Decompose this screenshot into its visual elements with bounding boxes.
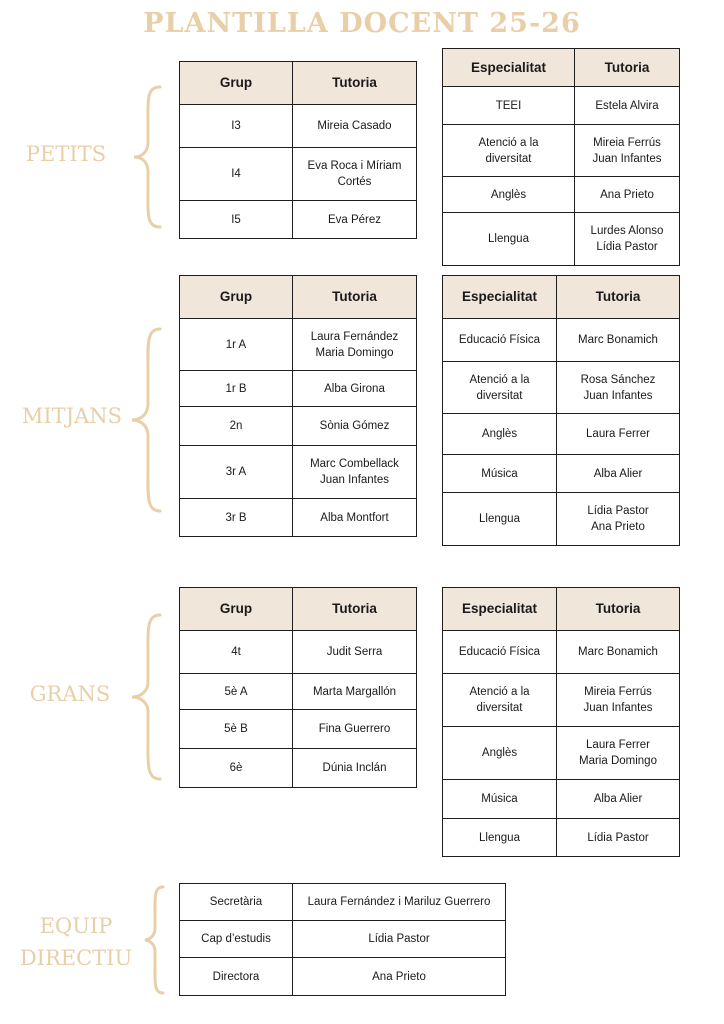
tutor-cell: Eva Pérez: [293, 201, 417, 239]
tutor-cell: Mireia Casado: [293, 105, 417, 148]
brace-petits: [130, 84, 164, 230]
group-cell: 3r A: [180, 446, 293, 499]
table-row: [180, 499, 417, 537]
group-cell: 6è: [180, 749, 293, 788]
specialties-header-tutoria: Tutoria: [575, 49, 680, 87]
tutor-cell: Dúnia Inclán: [293, 749, 417, 788]
tutor-cell: Alba Alier: [557, 455, 680, 493]
specialties-header-especialitat: Especialitat: [443, 49, 575, 87]
group-cell: 5è B: [180, 710, 293, 749]
groups-header-grup: Grup: [180, 276, 293, 319]
table-row: [180, 319, 417, 371]
tutor-cell: Sònia Gómez: [293, 407, 417, 446]
groups-header-tutoria: Tutoria: [293, 588, 417, 631]
specialty-cell: Anglès: [443, 177, 575, 213]
groups-header-grup: Grup: [180, 588, 293, 631]
tutor-cell: Estela Alvira: [575, 87, 680, 125]
specialty-cell: Llengua: [443, 819, 557, 857]
tutor-cell: Lídia Pastor: [557, 819, 680, 857]
table-row: [180, 884, 506, 921]
brace-equip-directiu: [142, 884, 166, 996]
section-label-petits: PETITS: [25, 142, 107, 166]
tutor-cell: Alba Alier: [557, 780, 680, 819]
group-cell: I4: [180, 148, 293, 201]
mitjans-specialties-table: [442, 275, 680, 546]
table-row: [443, 819, 680, 857]
brace-grans: [128, 612, 164, 782]
tutor-cell: Alba Montfort: [293, 499, 417, 537]
table-row: [443, 727, 680, 780]
role-cell: Secretària: [180, 884, 293, 921]
table-row: [180, 446, 417, 499]
table-row: [180, 921, 506, 958]
table-row: [180, 371, 417, 407]
specialty-cell: Educació Física: [443, 319, 557, 362]
specialty-cell: Educació Física: [443, 631, 557, 674]
group-cell: I3: [180, 105, 293, 148]
page-title: PLANTILLA DOCENT 25-26: [143, 8, 581, 39]
tutor-cell: Judit Serra: [293, 631, 417, 674]
table-row: [180, 631, 417, 674]
grans-groups-table: [179, 587, 417, 788]
table-row: [180, 105, 417, 148]
specialty-cell: Atenció a la diversitat: [443, 362, 557, 414]
grans-specialties-table: [442, 587, 680, 857]
tutor-cell: Mireia Ferrús Juan Infantes: [557, 674, 680, 727]
groups-header-tutoria: Tutoria: [293, 62, 417, 105]
group-cell: 2n: [180, 407, 293, 446]
specialty-cell: Atenció a la diversitat: [443, 674, 557, 727]
table-row: [443, 674, 680, 727]
table-row: [443, 319, 680, 362]
section-label-equip-directiu: EQUIP DIRECTIU: [19, 914, 133, 970]
table-row: [180, 749, 417, 788]
tutor-cell: Alba Girona: [293, 371, 417, 407]
table-row: [443, 362, 680, 414]
specialty-cell: Anglès: [443, 414, 557, 455]
tutor-cell: Lídia Pastor Ana Prieto: [557, 493, 680, 546]
section-label-grans: GRANS: [29, 682, 111, 706]
group-cell: 1r A: [180, 319, 293, 371]
brace-mitjans: [128, 326, 164, 514]
equip-directiu-table: [179, 883, 506, 996]
tutor-cell: Marc Bonamich: [557, 631, 680, 674]
table-row: [443, 87, 680, 125]
group-cell: 5è A: [180, 674, 293, 710]
tutor-cell: Fina Guerrero: [293, 710, 417, 749]
person-cell: Ana Prieto: [293, 958, 506, 996]
tutor-cell: Ana Prieto: [575, 177, 680, 213]
table-row: [443, 780, 680, 819]
petits-groups-table: [179, 61, 417, 239]
tutor-cell: Marc Bonamich: [557, 319, 680, 362]
group-cell: 3r B: [180, 499, 293, 537]
mitjans-groups-table: [179, 275, 417, 537]
table-row: [443, 414, 680, 455]
tutor-cell: Marta Margallón: [293, 674, 417, 710]
person-cell: Laura Fernández i Mariluz Guerrero: [293, 884, 506, 921]
tutor-cell: Laura Ferrer Maria Domingo: [557, 727, 680, 780]
table-row: [443, 125, 680, 177]
specialty-cell: Atenció a la diversitat: [443, 125, 575, 177]
group-cell: I5: [180, 201, 293, 239]
specialties-header-especialitat: Especialitat: [443, 276, 557, 319]
table-row: [180, 710, 417, 749]
tutor-cell: Lurdes Alonso Lídia Pastor: [575, 213, 680, 266]
table-row: [180, 407, 417, 446]
person-cell: Lídia Pastor: [293, 921, 506, 958]
tutor-cell: Marc Combellack Juan Infantes: [293, 446, 417, 499]
tutor-cell: Mireia Ferrús Juan Infantes: [575, 125, 680, 177]
specialty-cell: Música: [443, 455, 557, 493]
specialties-header-tutoria: Tutoria: [557, 588, 680, 631]
group-cell: 1r B: [180, 371, 293, 407]
specialties-header-especialitat: Especialitat: [443, 588, 557, 631]
table-row: [443, 455, 680, 493]
table-row: [180, 958, 506, 996]
table-row: [180, 674, 417, 710]
table-row: [180, 148, 417, 201]
section-label-mitjans: MITJANS: [21, 404, 123, 428]
specialty-cell: TEEI: [443, 87, 575, 125]
specialties-header-tutoria: Tutoria: [557, 276, 680, 319]
tutor-cell: Laura Ferrer: [557, 414, 680, 455]
role-cell: Directora: [180, 958, 293, 996]
specialty-cell: Anglès: [443, 727, 557, 780]
table-row: [443, 631, 680, 674]
specialty-cell: Llengua: [443, 493, 557, 546]
specialty-cell: Llengua: [443, 213, 575, 266]
table-row: [443, 493, 680, 546]
groups-header-grup: Grup: [180, 62, 293, 105]
specialty-cell: Música: [443, 780, 557, 819]
role-cell: Cap d’estudis: [180, 921, 293, 958]
table-row: [443, 177, 680, 213]
group-cell: 4t: [180, 631, 293, 674]
petits-specialties-table: [442, 48, 680, 266]
tutor-cell: Laura Fernández Maria Domingo: [293, 319, 417, 371]
groups-header-tutoria: Tutoria: [293, 276, 417, 319]
tutor-cell: Eva Roca i Míriam Cortés: [293, 148, 417, 201]
table-row: [180, 201, 417, 239]
table-row: [443, 213, 680, 266]
tutor-cell: Rosa Sánchez Juan Infantes: [557, 362, 680, 414]
